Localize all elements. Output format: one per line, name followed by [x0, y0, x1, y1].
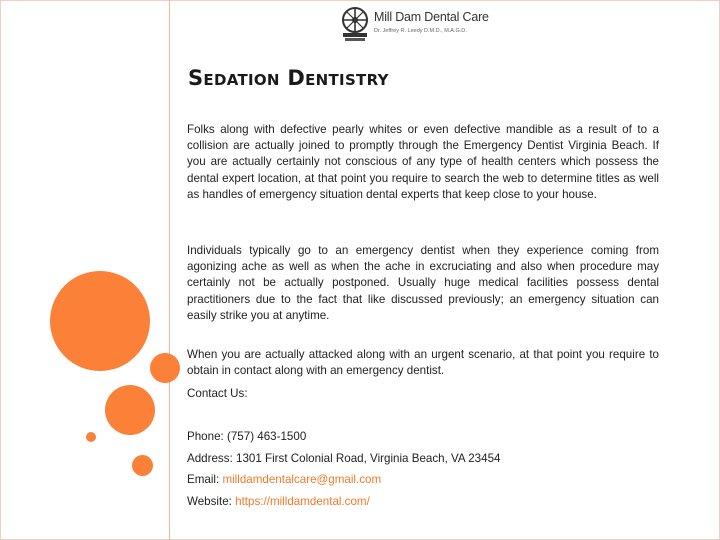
- contact-email: [187, 472, 381, 488]
- logo-name: Mill Dam Dental Care: [374, 10, 489, 24]
- paragraph-intro: Folks along with defective pearly whites or even defective mandible as a result of to a collision are actually joined to promptly through the Emergency Dentist Virginia Beach. If you are actually certainly not conscious of any type of health centers which possess the dental expert location, at that point you require to search the web to determine titles as well as handles of emergency situation dental experts that keep close to your house.: [187, 123, 659, 201]
- address-value: 1301 First Colonial Road, Virginia Beach, VA 23454: [236, 452, 501, 465]
- contact-address: [187, 451, 500, 467]
- decorative-circle-medium: [105, 385, 155, 435]
- contact-phone: [187, 429, 306, 445]
- contact-heading: Contact Us:: [187, 387, 248, 400]
- decorative-circle-large: [50, 271, 150, 371]
- logo: [340, 6, 510, 46]
- address-label: Address:: [187, 452, 233, 465]
- mill-logo-icon: [340, 6, 370, 42]
- phone-label: Phone:: [187, 430, 224, 443]
- decorative-circle-small-lower: [132, 455, 153, 476]
- website-label: Website:: [187, 495, 232, 508]
- paragraph-emergency: Individuals typically go to an emergency dentist when they experience coming from agonizing ache as well as when the ache in excruciating and also when procedure may certainly not be actually postponed. Usually huge medical facilities possess dental practitioners due to the fact that like discussed previously; an emergency situation can easily strike you at anytime.: [187, 244, 659, 322]
- contact-website: [187, 494, 370, 510]
- email-label: Email:: [187, 473, 220, 486]
- decorative-circle-tiny: [86, 432, 96, 442]
- decorative-circle-small: [150, 353, 180, 383]
- paragraph-urgent: When you are actually attacked along with an urgent scenario, at that point you require to obtain in contact along with an emergency dentist.: [187, 348, 659, 378]
- page-title: Sedation Dentistry: [188, 66, 389, 90]
- phone-value: (757) 463-1500: [226, 430, 307, 443]
- decorative-rail: [169, 0, 170, 540]
- website-link[interactable]: https://milldamdental.com/: [235, 495, 370, 508]
- email-link[interactable]: milldamdentalcare@gmail.com: [222, 473, 382, 486]
- logo-subtitle: Dr. Jeffrey R. Leedy D.M.D., M.A.G.D.: [374, 28, 467, 34]
